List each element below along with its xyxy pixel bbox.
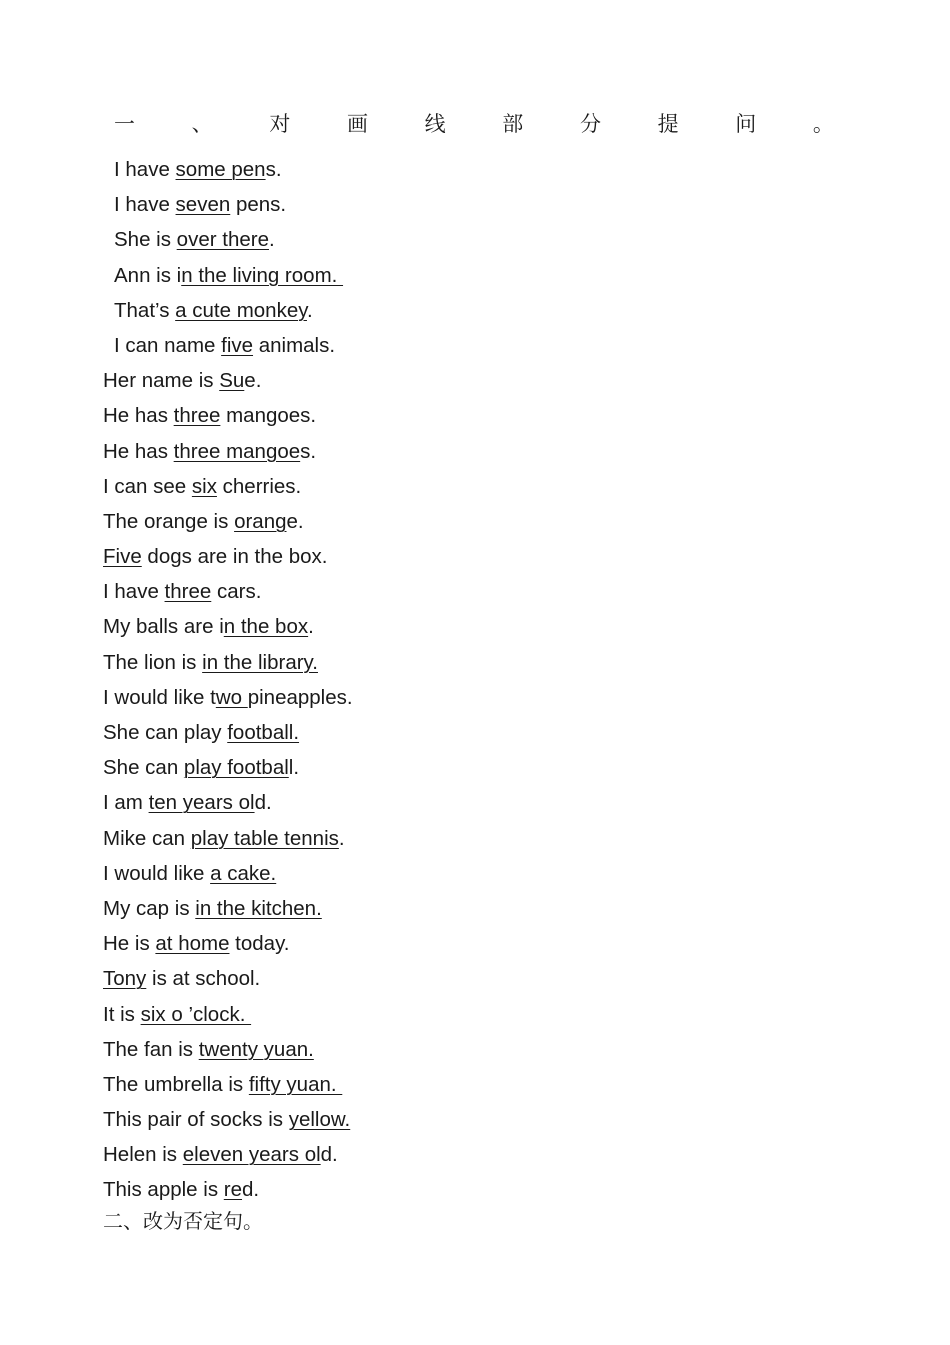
exercise-line: I can see six cherries. <box>103 474 302 498</box>
underlined-part: three mangoe <box>173 439 301 463</box>
exercise-line: He has three mangoes. <box>103 404 317 428</box>
heading-char: 部 <box>502 112 524 136</box>
underlined-part: in the kitchen. <box>195 896 322 920</box>
exercise-line: He has three mangoes. <box>103 439 317 463</box>
underlined-part: a cute monkey <box>175 298 307 322</box>
underlined-part: three <box>173 404 221 428</box>
exercise-list <box>0 152 900 1208</box>
underlined-part: in the library. <box>202 650 318 674</box>
underlined-part: Tony <box>103 967 147 991</box>
exercise-line: It is six o ’clock. <box>103 1002 252 1026</box>
exercise-line: Five dogs are in the box. <box>103 545 328 569</box>
exercise-line: The lion is in the library. <box>103 650 318 674</box>
underlined-part: orang <box>234 509 287 533</box>
exercise-line: Tony is at school. <box>103 967 261 991</box>
heading-char: 问 <box>735 112 757 136</box>
underlined-part: seven <box>175 193 231 217</box>
heading-char: 一 <box>114 112 135 136</box>
underlined-part: play footbal <box>183 756 289 780</box>
heading-char: 分 <box>579 112 601 136</box>
underlined-part: three <box>164 580 212 604</box>
exercise-line: She is over there. <box>114 228 275 252</box>
underlined-part: ten years ol <box>148 791 255 815</box>
underlined-part: a cake. <box>210 861 277 885</box>
exercise-line: Ann is in the living room. <box>114 263 344 287</box>
underlined-part: n the living room. <box>181 263 344 287</box>
exercise-line: The orange is orange. <box>103 509 304 533</box>
underlined-part: some pen <box>175 158 266 181</box>
exercise-line: I have some pens. <box>114 158 282 181</box>
underlined-part: Five <box>103 545 142 569</box>
exercise-line: This apple is red. <box>103 1178 260 1202</box>
heading-char: 画 <box>346 112 368 136</box>
underlined-part: twenty yuan. <box>198 1037 314 1061</box>
underlined-part: Su <box>219 369 245 393</box>
underlined-part: wo <box>215 685 248 709</box>
exercise-line: Helen is eleven years old. <box>103 1143 338 1167</box>
heading-char: 线 <box>424 112 446 136</box>
underlined-part: eleven years ol <box>182 1143 321 1167</box>
exercise-line: My cap is in the kitchen. <box>103 896 322 920</box>
exercise-line: Her name is Sue. <box>103 369 262 393</box>
underlined-part: re <box>223 1178 243 1202</box>
section1-heading <box>114 108 834 140</box>
exercise-line: My balls are in the box. <box>103 615 314 639</box>
heading-char: 对 <box>269 112 291 136</box>
exercise-line: I can name five animals. <box>114 333 336 357</box>
underlined-part: over there <box>176 228 269 252</box>
exercise-line: She can play football. <box>103 756 300 780</box>
exercise-line: I have three cars. <box>103 580 262 604</box>
exercise-line: The fan is twenty yuan. <box>103 1037 314 1061</box>
exercise-line: He is at home today. <box>103 932 290 956</box>
exercise-line: The umbrella is fifty yuan. <box>103 1072 343 1096</box>
heading-char: 提 <box>657 112 679 136</box>
underlined-part: six o ’clock. <box>140 1002 252 1026</box>
underlined-part: six <box>191 474 217 498</box>
exercise-line: This pair of socks is yellow. <box>103 1108 351 1132</box>
underlined-part: n the box <box>223 615 309 639</box>
heading-char: 、 <box>191 112 213 136</box>
exercise-line: She can play football. <box>103 721 300 744</box>
underlined-part: football. <box>227 721 300 744</box>
exercise-line: I would like a cake. <box>103 861 277 885</box>
underlined-part: play table tennis <box>190 826 339 850</box>
exercise-line: That’s a cute monkey. <box>114 298 313 322</box>
exercise-line: I am ten years old. <box>103 791 272 815</box>
exercise-line: I would like two pineapples. <box>103 685 353 709</box>
section2-heading: 二、改为否定句。 <box>103 1209 263 1233</box>
underlined-part: five <box>221 333 254 357</box>
heading-char: 。 <box>812 112 834 136</box>
underlined-part: yellow. <box>288 1108 351 1132</box>
underlined-part: fifty yuan. <box>248 1072 343 1096</box>
underlined-part: at home <box>155 932 230 956</box>
exercise-line: Mike can play table tennis. <box>103 826 345 850</box>
exercise-line: I have seven pens. <box>114 193 287 217</box>
